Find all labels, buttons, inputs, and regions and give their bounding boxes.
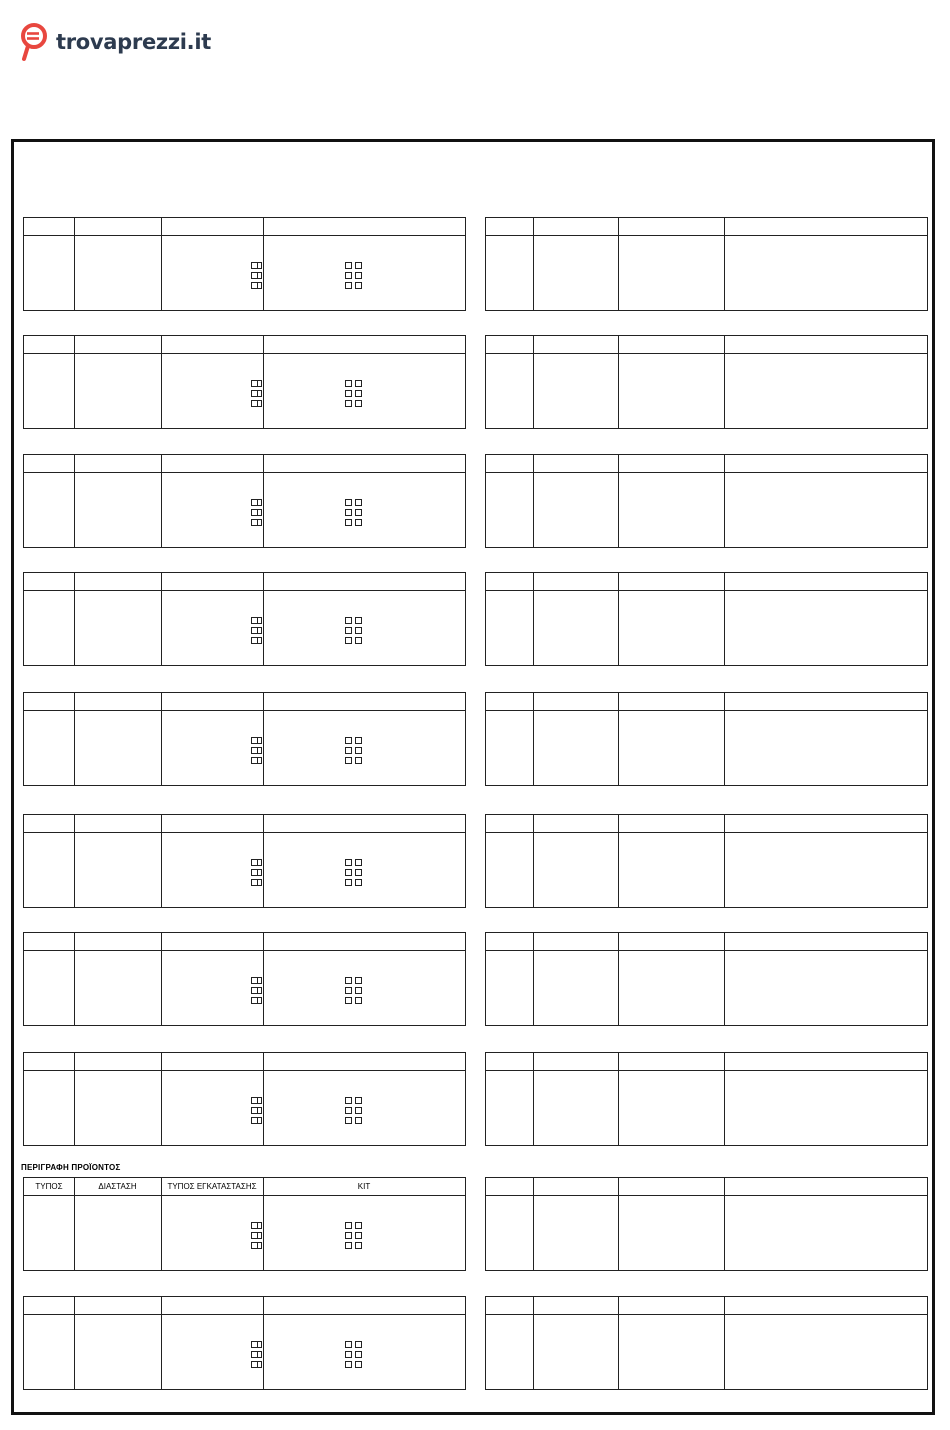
kit-option-checkbox[interactable] <box>251 1341 258 1348</box>
table-header-row <box>486 1178 927 1196</box>
kit-option-checkbox[interactable] <box>345 747 352 754</box>
kit-option-checkbox[interactable] <box>345 1222 352 1229</box>
kit-option-checkbox[interactable] <box>355 1341 362 1348</box>
kit-option-checkbox[interactable] <box>251 1222 258 1229</box>
column-divider <box>533 573 534 665</box>
kit-option-checkbox[interactable] <box>251 1361 258 1368</box>
header-install-type: ΤΥΠΟΣ ΕΓΚΑΤΑΣΤΑΣΗΣ <box>167 1182 257 1191</box>
kit-option-checkbox[interactable] <box>355 997 362 1004</box>
column-divider <box>533 693 534 785</box>
column-divider <box>74 455 75 547</box>
kit-option-checkbox[interactable] <box>355 400 362 407</box>
kit-option-checkbox[interactable] <box>345 1097 352 1104</box>
kit-option-checkbox[interactable] <box>251 1242 258 1249</box>
table-header-row <box>24 933 465 951</box>
kit-option-checkbox[interactable] <box>345 879 352 886</box>
column-divider <box>161 693 162 785</box>
column-divider <box>74 815 75 907</box>
column-divider <box>263 336 264 428</box>
kit-option-checkbox[interactable] <box>345 997 352 1004</box>
kit-option-checkbox[interactable] <box>345 859 352 866</box>
product-table <box>485 572 928 666</box>
column-divider <box>533 336 534 428</box>
column-divider <box>263 573 264 665</box>
product-description-label: ΠΕΡΙΓΡΑΦΗ ΠΡΟΪΟΝΤΟΣ <box>21 1163 121 1172</box>
kit-option-checkbox[interactable] <box>251 757 258 764</box>
kit-option-checkbox[interactable] <box>345 1242 352 1249</box>
table-header-row <box>24 815 465 833</box>
kit-option-checkbox[interactable] <box>251 499 258 506</box>
kit-option-checkbox[interactable] <box>355 617 362 624</box>
column-divider <box>74 1053 75 1145</box>
column-divider <box>263 218 264 310</box>
table-header-row <box>486 815 927 833</box>
column-divider <box>161 815 162 907</box>
kit-option-checkbox[interactable] <box>345 1107 352 1114</box>
kit-option-checkbox[interactable] <box>251 977 258 984</box>
column-divider <box>263 815 264 907</box>
kit-option-checkbox[interactable] <box>251 390 258 397</box>
kit-option-checkbox[interactable] <box>345 987 352 994</box>
column-divider <box>263 693 264 785</box>
kit-option-checkbox[interactable] <box>345 627 352 634</box>
column-divider <box>533 455 534 547</box>
kit-option-checkbox[interactable] <box>251 509 258 516</box>
kit-option-checkbox[interactable] <box>251 1097 258 1104</box>
product-table <box>485 932 928 1026</box>
kit-option-checkbox[interactable] <box>355 519 362 526</box>
brand-logo[interactable] <box>20 22 211 62</box>
kit-option-checkbox[interactable] <box>345 519 352 526</box>
column-divider <box>618 455 619 547</box>
column-divider <box>533 815 534 907</box>
kit-option-checkbox[interactable] <box>355 977 362 984</box>
column-divider <box>618 218 619 310</box>
column-divider <box>74 933 75 1025</box>
column-divider <box>161 218 162 310</box>
table-header-row <box>486 336 927 354</box>
kit-option-checkbox[interactable] <box>251 519 258 526</box>
kit-option-checkbox[interactable] <box>355 1222 362 1229</box>
table-header-row <box>486 573 927 591</box>
kit-option-checkbox[interactable] <box>251 1117 258 1124</box>
product-table <box>23 932 466 1026</box>
kit-option-checkbox[interactable] <box>345 390 352 397</box>
kit-option-checkbox[interactable] <box>345 1117 352 1124</box>
kit-option-checkbox[interactable] <box>251 1107 258 1114</box>
kit-option-checkbox[interactable] <box>345 1341 352 1348</box>
product-table <box>23 1052 466 1146</box>
header-type: ΤΥΠΟΣ <box>35 1182 63 1191</box>
kit-option-checkbox[interactable] <box>345 757 352 764</box>
product-table <box>485 217 928 311</box>
kit-option-checkbox[interactable] <box>355 272 362 279</box>
column-divider <box>618 933 619 1025</box>
product-table <box>485 454 928 548</box>
table-header-row <box>24 218 465 236</box>
kit-option-checkbox[interactable] <box>345 499 352 506</box>
table-header-row <box>486 455 927 473</box>
table-header-row <box>486 1053 927 1071</box>
table-header-row <box>24 693 465 711</box>
table-header-row <box>24 455 465 473</box>
brand-name: trovaprezzi.it <box>56 30 211 54</box>
column-divider <box>161 933 162 1025</box>
column-divider <box>74 693 75 785</box>
kit-option-checkbox[interactable] <box>355 1232 362 1239</box>
kit-option-checkbox[interactable] <box>345 637 352 644</box>
kit-option-checkbox[interactable] <box>251 627 258 634</box>
kit-option-checkbox[interactable] <box>345 617 352 624</box>
table-header-row <box>486 218 927 236</box>
kit-option-checkbox[interactable] <box>345 400 352 407</box>
kit-option-checkbox[interactable] <box>355 747 362 754</box>
column-divider <box>618 336 619 428</box>
product-table <box>485 692 928 786</box>
column-divider <box>533 1297 534 1389</box>
kit-option-checkbox[interactable] <box>251 869 258 876</box>
product-table <box>23 692 466 786</box>
kit-option-checkbox[interactable] <box>345 272 352 279</box>
column-divider <box>533 933 534 1025</box>
kit-option-checkbox[interactable] <box>251 859 258 866</box>
column-divider <box>161 455 162 547</box>
kit-option-checkbox[interactable] <box>251 282 258 289</box>
column-divider <box>74 1297 75 1389</box>
kit-option-checkbox[interactable] <box>355 737 362 744</box>
product-table <box>485 1052 928 1146</box>
column-divider <box>161 336 162 428</box>
kit-option-checkbox[interactable] <box>355 1361 362 1368</box>
search-magnifier-euro-icon <box>20 22 50 62</box>
product-table <box>485 1296 928 1390</box>
product-table <box>23 217 466 311</box>
kit-option-checkbox[interactable] <box>251 987 258 994</box>
kit-option-checkbox[interactable] <box>251 272 258 279</box>
column-divider <box>618 693 619 785</box>
product-table <box>23 572 466 666</box>
column-divider <box>533 1053 534 1145</box>
table-header-row <box>486 933 927 951</box>
column-divider <box>724 218 725 310</box>
column-divider <box>161 573 162 665</box>
kit-option-checkbox[interactable] <box>355 1097 362 1104</box>
kit-option-checkbox[interactable] <box>355 879 362 886</box>
kit-option-checkbox[interactable] <box>345 737 352 744</box>
column-divider <box>618 1053 619 1145</box>
kit-option-checkbox[interactable] <box>251 380 258 387</box>
column-divider <box>724 1297 725 1389</box>
column-divider <box>618 815 619 907</box>
kit-option-checkbox[interactable] <box>251 637 258 644</box>
table-header-row <box>486 693 927 711</box>
kit-option-checkbox[interactable] <box>251 1232 258 1239</box>
table-header-row <box>24 1053 465 1071</box>
header-dimension: ΔΙΑΣΤΑΣΗ <box>98 1182 137 1191</box>
column-divider <box>263 933 264 1025</box>
kit-option-checkbox[interactable] <box>355 987 362 994</box>
column-divider <box>724 815 725 907</box>
table-header-row <box>486 1297 927 1315</box>
kit-option-checkbox[interactable] <box>251 737 258 744</box>
kit-option-checkbox[interactable] <box>355 757 362 764</box>
kit-option-checkbox[interactable] <box>355 637 362 644</box>
kit-option-checkbox[interactable] <box>345 977 352 984</box>
kit-option-checkbox[interactable] <box>345 509 352 516</box>
column-divider <box>618 1178 619 1270</box>
kit-option-checkbox[interactable] <box>251 747 258 754</box>
column-divider <box>74 218 75 310</box>
kit-option-checkbox[interactable] <box>355 499 362 506</box>
product-table <box>23 814 466 908</box>
kit-option-checkbox[interactable] <box>355 509 362 516</box>
kit-option-checkbox[interactable] <box>355 380 362 387</box>
kit-option-checkbox[interactable] <box>251 617 258 624</box>
kit-option-checkbox[interactable] <box>345 282 352 289</box>
column-divider <box>263 1053 264 1145</box>
product-table <box>23 335 466 429</box>
kit-option-checkbox[interactable] <box>345 869 352 876</box>
kit-option-checkbox[interactable] <box>251 997 258 1004</box>
product-table <box>23 1177 466 1271</box>
column-divider <box>724 1053 725 1145</box>
table-header-row <box>24 1297 465 1315</box>
kit-option-checkbox[interactable] <box>355 1351 362 1358</box>
table-header-row <box>24 573 465 591</box>
product-table <box>485 335 928 429</box>
kit-option-checkbox[interactable] <box>355 282 362 289</box>
header-kit: KIT <box>357 1182 371 1191</box>
column-divider <box>74 573 75 665</box>
column-divider <box>161 1053 162 1145</box>
kit-option-checkbox[interactable] <box>355 1117 362 1124</box>
kit-option-checkbox[interactable] <box>355 627 362 634</box>
column-divider <box>618 1297 619 1389</box>
kit-option-checkbox[interactable] <box>355 1107 362 1114</box>
column-divider <box>724 1178 725 1270</box>
column-divider <box>724 336 725 428</box>
column-divider <box>161 1297 162 1389</box>
kit-option-checkbox[interactable] <box>345 380 352 387</box>
product-table <box>23 1296 466 1390</box>
column-divider <box>724 455 725 547</box>
kit-option-checkbox[interactable] <box>251 879 258 886</box>
column-divider <box>724 573 725 665</box>
column-divider <box>533 218 534 310</box>
product-table <box>485 814 928 908</box>
column-divider <box>74 336 75 428</box>
product-table <box>23 454 466 548</box>
kit-option-checkbox[interactable] <box>355 262 362 269</box>
product-table <box>485 1177 928 1271</box>
kit-option-checkbox[interactable] <box>251 262 258 269</box>
kit-option-checkbox[interactable] <box>251 1351 258 1358</box>
column-divider <box>724 933 725 1025</box>
column-divider <box>263 1297 264 1389</box>
column-divider <box>724 693 725 785</box>
kit-option-checkbox[interactable] <box>345 1232 352 1239</box>
kit-option-checkbox[interactable] <box>345 1361 352 1368</box>
column-divider <box>618 573 619 665</box>
kit-option-checkbox[interactable] <box>355 869 362 876</box>
table-header-row <box>24 336 465 354</box>
column-divider <box>263 455 264 547</box>
column-divider <box>533 1178 534 1270</box>
kit-option-checkbox[interactable] <box>355 390 362 397</box>
kit-option-checkbox[interactable] <box>345 262 352 269</box>
kit-option-checkbox[interactable] <box>355 1242 362 1249</box>
kit-option-checkbox[interactable] <box>355 859 362 866</box>
kit-option-checkbox[interactable] <box>251 400 258 407</box>
kit-option-checkbox[interactable] <box>345 1351 352 1358</box>
